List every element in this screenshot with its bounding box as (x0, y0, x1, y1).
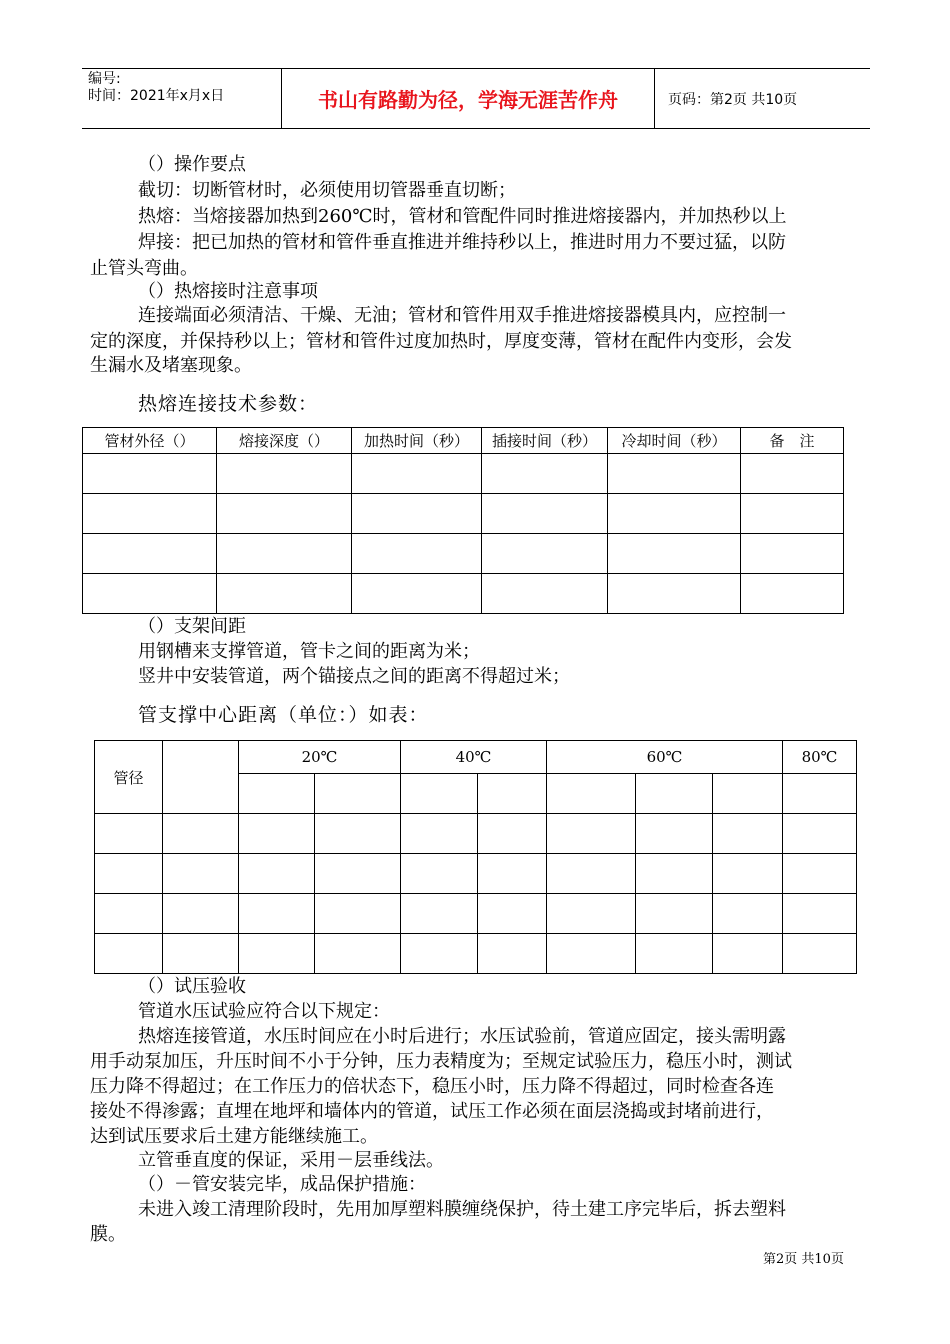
table-cell (95, 894, 163, 934)
table-cell (401, 894, 478, 934)
table-cell (636, 894, 713, 934)
header-insert-time: 插接时间（秒） (482, 428, 608, 454)
table-cell (352, 494, 482, 534)
section-title-test: （）试压验收 (138, 976, 246, 997)
table-cell (352, 534, 482, 574)
header-meta (82, 69, 280, 128)
table-cell (239, 894, 315, 934)
table-cell (401, 934, 478, 974)
paragraph-vertical: 立管垂直度的保证，采用－层垂线法。 (138, 1150, 444, 1171)
table-cell (95, 814, 163, 854)
table-cell (783, 894, 857, 934)
table-cell (713, 854, 783, 894)
table-row (95, 934, 857, 974)
params-table-title: 热熔连接技术参数： (138, 393, 319, 415)
paragraph-test-1: 管道水压试验应符合以下规定： (138, 1001, 390, 1022)
table-row (83, 494, 844, 534)
table-cell (608, 574, 741, 614)
header-temp-20: 20℃ (239, 741, 401, 774)
paragraph-support-2: 竖井中安装管道，两个锚接点之间的距离不得超过米； (138, 666, 570, 687)
paragraph-notes-2: 定的深度，并保持秒以上；管材和管件过度加热时，厚度变薄，管材在配件内变形，会发 (90, 331, 792, 352)
table-cell (315, 854, 401, 894)
table-cell (239, 934, 315, 974)
table-row (83, 574, 844, 614)
table-cell (217, 574, 352, 614)
table-cell (163, 894, 239, 934)
section-title-operation: （）操作要点 (138, 154, 246, 175)
table-cell (315, 774, 401, 814)
support-table-title: 管支撑中心距离（单位：）如表： (138, 704, 429, 726)
table-cell (163, 741, 239, 814)
paragraph-test-4: 压力降不得超过；在工作压力的倍状态下，稳压小时，压力降不得超过，同时检查各连 (90, 1076, 774, 1097)
table-cell (741, 494, 844, 534)
table-cell (352, 574, 482, 614)
table-cell (95, 934, 163, 974)
paragraph-protect-2: 膜。 (90, 1224, 126, 1245)
table-cell (783, 854, 857, 894)
table-cell (741, 534, 844, 574)
table-row (83, 534, 844, 574)
table-cell (636, 934, 713, 974)
table-cell (401, 814, 478, 854)
table-cell (482, 534, 608, 574)
document-number-label: 编号: (88, 71, 121, 87)
page-header (82, 68, 870, 129)
header-outer-diameter: 管材外径（） (83, 428, 217, 454)
table-cell (547, 774, 636, 814)
header-temp-60: 60℃ (547, 741, 783, 774)
table-cell (401, 774, 478, 814)
header-temp-40: 40℃ (401, 741, 547, 774)
table-cell (83, 534, 217, 574)
table-header-row (83, 428, 844, 454)
table-cell (547, 814, 636, 854)
table-cell (713, 934, 783, 974)
section-title-support: （）支架间距 (138, 616, 246, 637)
table-row (95, 854, 857, 894)
paragraph-test-5: 接处不得渗露；直埋在地坪和墙体内的管道，试压工作必须在面层浇捣或封堵前进行， (90, 1101, 774, 1122)
page-footer: 第2页 共10页 (763, 1252, 844, 1267)
table-cell (608, 454, 741, 494)
table-cell (478, 854, 547, 894)
table-cell (478, 814, 547, 854)
table-row (83, 454, 844, 494)
table-cell (315, 934, 401, 974)
paragraph-test-2: 热熔连接管道，水压时间应在小时后进行；水压试验前，管道应固定，接头需明露 (138, 1026, 786, 1047)
table-cell (163, 934, 239, 974)
table-cell (482, 494, 608, 534)
support-table (94, 740, 857, 974)
header-page-code: 页码：第2页 共10页 (668, 91, 798, 108)
header-melt-depth: 熔接深度（） (217, 428, 352, 454)
header-pipe-diameter: 管径 (95, 741, 163, 814)
table-cell (83, 454, 217, 494)
paragraph-weld-2: 止管头弯曲。 (90, 258, 198, 279)
paragraph-weld-1: 焊接：把已加热的管材和管件垂直推进并维持秒以上，推进时用力不要过猛，以防 (138, 232, 786, 253)
table-cell (478, 934, 547, 974)
table-cell (239, 814, 315, 854)
table-cell (608, 534, 741, 574)
table-row (95, 894, 857, 934)
table-cell (636, 814, 713, 854)
header-remarks: 备 注 (741, 428, 844, 454)
table-cell (95, 854, 163, 894)
table-cell (217, 534, 352, 574)
table-cell (547, 894, 636, 934)
table-cell (783, 814, 857, 854)
table-cell (713, 894, 783, 934)
table-cell (636, 854, 713, 894)
table-cell (239, 854, 315, 894)
paragraph-notes-3: 生漏水及堵塞现象。 (90, 355, 252, 376)
header-heat-time: 加热时间（秒） (352, 428, 482, 454)
paragraph-heat: 热熔：当熔接器加热到260℃时，管材和管配件同时推进熔接器内，并加热秒以上 (138, 206, 787, 227)
header-cool-time: 冷却时间（秒） (608, 428, 741, 454)
table-cell (741, 574, 844, 614)
paragraph-test-6: 达到试压要求后土建方能继续施工。 (90, 1126, 378, 1147)
table-cell (608, 494, 741, 534)
paragraph-cut: 截切：切断管材时，必须使用切管器垂直切断； (138, 180, 516, 201)
table-cell (478, 894, 547, 934)
table-cell (482, 574, 608, 614)
section-title-notes: （）热熔接时注意事项 (138, 281, 318, 302)
table-cell (713, 774, 783, 814)
table-cell (783, 774, 857, 814)
table-cell (741, 454, 844, 494)
table-cell (401, 854, 478, 894)
table-cell (217, 494, 352, 534)
section-title-protect: （）－管安装完毕，成品保护措施： (138, 1174, 426, 1195)
table-cell (217, 454, 352, 494)
table-cell (239, 774, 315, 814)
document-date: 时间：2021年x月x日 (88, 88, 225, 104)
table-row (95, 814, 857, 854)
table-cell (713, 814, 783, 854)
header-temp-80: 80℃ (783, 741, 857, 774)
table-cell (83, 494, 217, 534)
table-cell (636, 774, 713, 814)
table-cell (482, 454, 608, 494)
paragraph-test-3: 用手动泵加压，升压时间不小于分钟，压力表精度为；至规定试验压力，稳压小时，测试 (90, 1051, 792, 1072)
table-cell (163, 814, 239, 854)
table-cell (547, 934, 636, 974)
table-header-row (95, 741, 857, 774)
table-cell (352, 454, 482, 494)
table-cell (315, 814, 401, 854)
table-cell (547, 854, 636, 894)
table-cell (163, 854, 239, 894)
table-cell (315, 894, 401, 934)
paragraph-protect-1: 未进入竣工清理阶段时，先用加厚塑料膜缠绕保护，待土建工序完毕后，拆去塑料 (138, 1199, 786, 1220)
table-cell (783, 934, 857, 974)
paragraph-support-1: 用钢槽来支撑管道，管卡之间的距离为米； (138, 641, 480, 662)
paragraph-notes-1: 连接端面必须清洁、干燥、无油；管材和管件用双手推进熔接器模具内，应控制一 (138, 305, 786, 326)
table-cell (83, 574, 217, 614)
header-motto: 书山有路勤为径，学海无涯苦作舟 (281, 69, 655, 128)
table-cell (478, 774, 547, 814)
params-table (82, 427, 844, 614)
